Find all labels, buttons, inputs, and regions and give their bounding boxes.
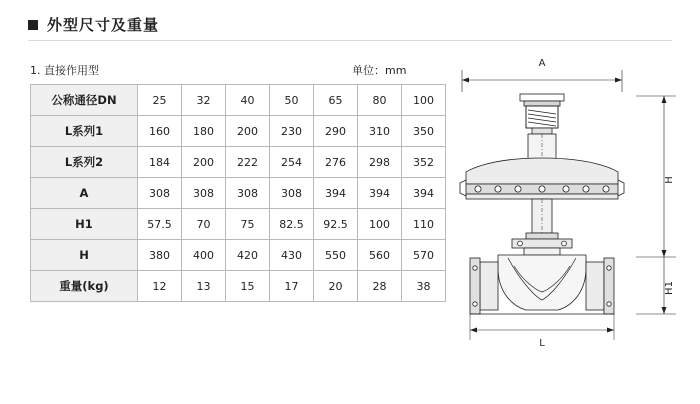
table-row [31, 116, 446, 147]
cell: 308 [226, 178, 270, 209]
table-row [31, 178, 446, 209]
cell: 394 [314, 178, 358, 209]
cell: 100 [358, 209, 402, 240]
row-label: H [31, 240, 138, 271]
cell: 38 [402, 271, 446, 302]
cell: 17 [270, 271, 314, 302]
cell: 290 [314, 116, 358, 147]
cell: 400 [182, 240, 226, 271]
cell: 350 [402, 116, 446, 147]
page-title: 外型尺寸及重量 [47, 16, 160, 34]
cell: 65 [314, 85, 358, 116]
table-row [31, 209, 446, 240]
cell: 230 [270, 116, 314, 147]
cell: 92.5 [314, 209, 358, 240]
cell: 570 [402, 240, 446, 271]
row-label: 重量(kg) [31, 271, 138, 302]
table-row [31, 240, 446, 271]
table-row [31, 271, 446, 302]
cell: 57.5 [138, 209, 182, 240]
cell: 20 [314, 271, 358, 302]
cell: 298 [358, 147, 402, 178]
table-row [31, 85, 446, 116]
cell: 15 [226, 271, 270, 302]
valve-dimension-drawing [440, 52, 690, 352]
cell: 550 [314, 240, 358, 271]
cell: 13 [182, 271, 226, 302]
row-label: L系列1 [31, 116, 138, 147]
cell: 25 [138, 85, 182, 116]
cell: 380 [138, 240, 182, 271]
cell: 200 [226, 116, 270, 147]
page-header [28, 14, 159, 35]
row-label: H1 [31, 209, 138, 240]
row-label: L系列2 [31, 147, 138, 178]
dimension-label-h1: H1 [664, 281, 675, 295]
cell: 352 [402, 147, 446, 178]
cell: 80 [358, 85, 402, 116]
row-label: 公称通径DN [31, 85, 138, 116]
cell: 254 [270, 147, 314, 178]
row-label: A [31, 178, 138, 209]
cell: 276 [314, 147, 358, 178]
cell: 184 [138, 147, 182, 178]
cell: 394 [402, 178, 446, 209]
cell: 420 [226, 240, 270, 271]
cell: 100 [402, 85, 446, 116]
cell: 308 [182, 178, 226, 209]
dimension-label-h: H [664, 176, 675, 184]
dimension-label-a: A [538, 58, 546, 69]
cell: 70 [182, 209, 226, 240]
cell: 75 [226, 209, 270, 240]
cell: 40 [226, 85, 270, 116]
header-divider [28, 40, 672, 41]
cell: 12 [138, 271, 182, 302]
section-subtitle: 1. 直接作用型 [30, 64, 99, 77]
cell: 28 [358, 271, 402, 302]
unit-note: 单位：mm [352, 64, 407, 77]
cell: 180 [182, 116, 226, 147]
cell: 32 [182, 85, 226, 116]
cell: 50 [270, 85, 314, 116]
spec-table [30, 84, 446, 302]
cell: 308 [138, 178, 182, 209]
cell: 308 [270, 178, 314, 209]
cell: 430 [270, 240, 314, 271]
table-row [31, 147, 446, 178]
square-bullet-icon [28, 20, 38, 30]
cell: 160 [138, 116, 182, 147]
cell: 222 [226, 147, 270, 178]
dimension-label-l: L [539, 338, 545, 349]
cell: 560 [358, 240, 402, 271]
spec-table-wrap [30, 84, 446, 302]
cell: 200 [182, 147, 226, 178]
cell: 310 [358, 116, 402, 147]
cell: 394 [358, 178, 402, 209]
cell: 82.5 [270, 209, 314, 240]
cell: 110 [402, 209, 446, 240]
